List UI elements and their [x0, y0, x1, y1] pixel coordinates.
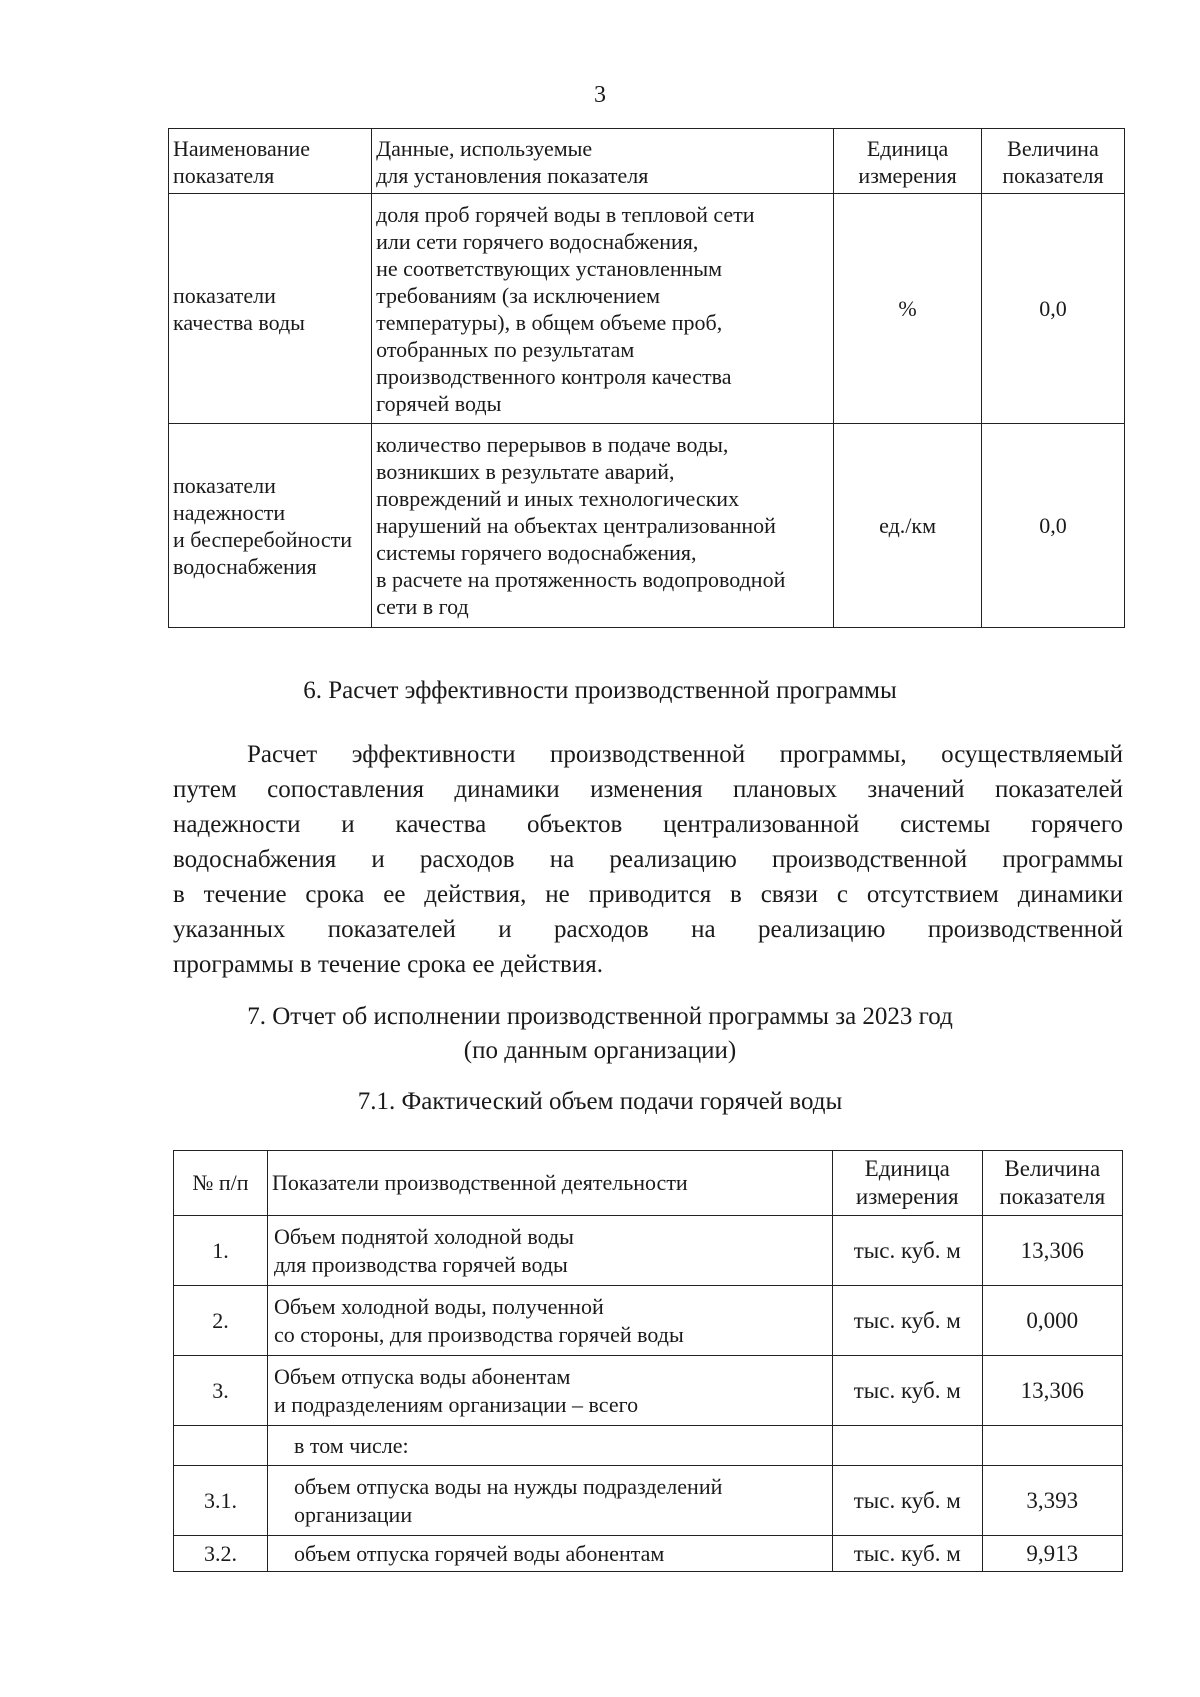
cell-text: водоснабжения — [173, 553, 317, 579]
paragraph-line: программы в течение срока ее действия. — [173, 951, 603, 978]
section-6-title: 6. Расчет эффективности производственной программы — [303, 677, 897, 704]
indicator-name-cell — [169, 424, 372, 628]
cell-text: организации — [293, 1501, 413, 1527]
header-text: показателя — [173, 163, 275, 188]
header-text: Величина — [1007, 136, 1099, 161]
indicator-cell — [267, 1466, 832, 1536]
section-7-1-title: 7.1. Фактический объем подачи горячей воды — [357, 1088, 843, 1115]
indicator-cell — [267, 1286, 832, 1356]
indicator-cell: в том числе: — [267, 1426, 832, 1466]
header-text: Наименование — [173, 136, 311, 161]
table-row — [174, 1286, 1123, 1356]
unit-cell: тыс. куб. м — [832, 1536, 982, 1572]
row-number-cell: 2. — [174, 1286, 268, 1356]
cell-text: объем отпуска воды на нужды подразделений — [293, 1473, 723, 1499]
cell-text: и подразделениям организации – всего — [273, 1391, 639, 1417]
page-number: 3 — [594, 82, 606, 108]
value-cell: 3,393 — [982, 1466, 1122, 1536]
unit-cell: % — [834, 194, 982, 424]
row-number-cell: 1. — [174, 1216, 268, 1286]
section-7-title-line: (по данным организации) — [463, 1037, 737, 1064]
cell-text: горячей воды — [376, 390, 502, 416]
header-value — [982, 1151, 1122, 1216]
cell-text: и бесперебойности — [173, 526, 352, 552]
data-used-cell — [372, 424, 834, 628]
table-row — [174, 1216, 1123, 1286]
table-row — [174, 1466, 1123, 1536]
cell-text: в расчете на протяженность водопроводной — [376, 567, 786, 592]
paragraph-line: в течение срока ее действия, не приводится в связи с отсутствием динамики — [173, 881, 1123, 908]
header-text: измерения — [858, 163, 957, 188]
indicator-name-cell — [169, 194, 372, 424]
cell-text: температуры), в общем объеме проб, — [376, 309, 723, 335]
cell-text: показатели — [173, 472, 276, 498]
header-number: № п/п — [174, 1151, 268, 1216]
cell-text: со стороны, для производства горячей воды — [273, 1321, 684, 1347]
value-cell: 13,306 — [982, 1356, 1122, 1426]
value-cell — [982, 1426, 1122, 1466]
cell-text: надежности — [173, 499, 286, 525]
paragraph-line: водоснабжения и расходов на реализацию производственной программы — [173, 846, 1123, 873]
table-row — [174, 1536, 1123, 1572]
cell-text: Объем поднятой холодной воды — [273, 1223, 574, 1249]
hot-water-supply-table — [173, 1150, 1123, 1572]
header-text: Величина — [1004, 1156, 1101, 1181]
cell-text: для производства горячей воды — [273, 1251, 568, 1277]
cell-text: производственного контроля качества — [376, 363, 732, 389]
unit-cell: тыс. куб. м — [832, 1356, 982, 1426]
header-unit — [834, 129, 982, 194]
cell-text: повреждений и иных технологических — [376, 486, 740, 511]
indicator-cell — [267, 1356, 832, 1426]
row-number-cell: 3. — [174, 1356, 268, 1426]
cell-text: доля проб горячей воды в тепловой сети — [376, 201, 755, 227]
paragraph-line: Расчет эффективности производственной программы, осуществляемый — [247, 741, 1123, 768]
quality-indicators-table — [168, 128, 1125, 628]
cell-text: требованиям (за исключением — [376, 282, 661, 308]
cell-text: количество перерывов в подаче воды, — [376, 432, 729, 457]
section-6-paragraph — [173, 737, 1123, 982]
cell-text: отобранных по результатам — [376, 336, 635, 362]
table-header-row — [174, 1151, 1123, 1216]
table-row — [169, 194, 1125, 424]
value-cell: 0,000 — [982, 1286, 1122, 1356]
cell-text: качества воды — [173, 309, 305, 335]
value-cell: 0,0 — [981, 194, 1124, 424]
row-number-cell — [174, 1426, 268, 1466]
indicator-cell — [267, 1216, 832, 1286]
header-text: Единица — [864, 1156, 950, 1181]
header-indicator-name — [169, 129, 372, 194]
header-data-used — [372, 129, 834, 194]
row-number-cell: 3.1. — [174, 1466, 268, 1536]
cell-text: сети в год — [376, 594, 469, 619]
data-used-cell — [372, 194, 834, 424]
header-text: для установления показателя — [376, 163, 649, 188]
cell-text: Объем отпуска воды абонентам — [273, 1363, 571, 1389]
header-text: показателя — [1002, 163, 1104, 188]
row-number-cell: 3.2. — [174, 1536, 268, 1572]
section-7-title — [0, 1000, 1200, 1068]
table-header-row — [169, 129, 1125, 194]
cell-text: нарушений на объектах централизованной — [376, 513, 776, 538]
cell-text: системы горячего водоснабжения, — [376, 540, 697, 565]
value-cell: 9,913 — [982, 1536, 1122, 1572]
cell-text: не соответствующих установленным — [376, 255, 723, 281]
cell-text: показатели — [173, 282, 276, 308]
paragraph-line: надежности и качества объектов централизованной системы горячего — [173, 811, 1123, 838]
table-row — [174, 1426, 1123, 1466]
header-text: показателя — [999, 1184, 1106, 1209]
header-text: Единица — [866, 136, 949, 161]
value-cell: 0,0 — [981, 424, 1124, 628]
cell-text: Объем холодной воды, полученной — [273, 1293, 604, 1319]
cell-text: возникших в результате аварий, — [376, 459, 675, 484]
header-indicator: Показатели производственной деятельности — [267, 1151, 832, 1216]
paragraph-line: путем сопоставления динамики изменения плановых значений показателей — [173, 776, 1123, 803]
header-text: измерения — [855, 1184, 959, 1209]
unit-cell: тыс. куб. м — [832, 1286, 982, 1356]
table-row — [174, 1356, 1123, 1426]
unit-cell: тыс. куб. м — [832, 1216, 982, 1286]
indicator-cell: объем отпуска горячей воды абонентам — [267, 1536, 832, 1572]
unit-cell: тыс. куб. м — [832, 1466, 982, 1536]
unit-cell: ед./км — [834, 424, 982, 628]
value-cell: 13,306 — [982, 1216, 1122, 1286]
section-7-title-line: 7. Отчет об исполнении производственной программы за 2023 год — [247, 1003, 953, 1030]
table-row — [169, 424, 1125, 628]
header-value — [981, 129, 1124, 194]
header-unit — [832, 1151, 982, 1216]
paragraph-line: указанных показателей и расходов на реализацию производственной — [173, 916, 1123, 943]
header-text: Данные, используемые — [376, 136, 593, 161]
cell-text: или сети горячего водоснабжения, — [376, 228, 699, 254]
unit-cell — [832, 1426, 982, 1466]
